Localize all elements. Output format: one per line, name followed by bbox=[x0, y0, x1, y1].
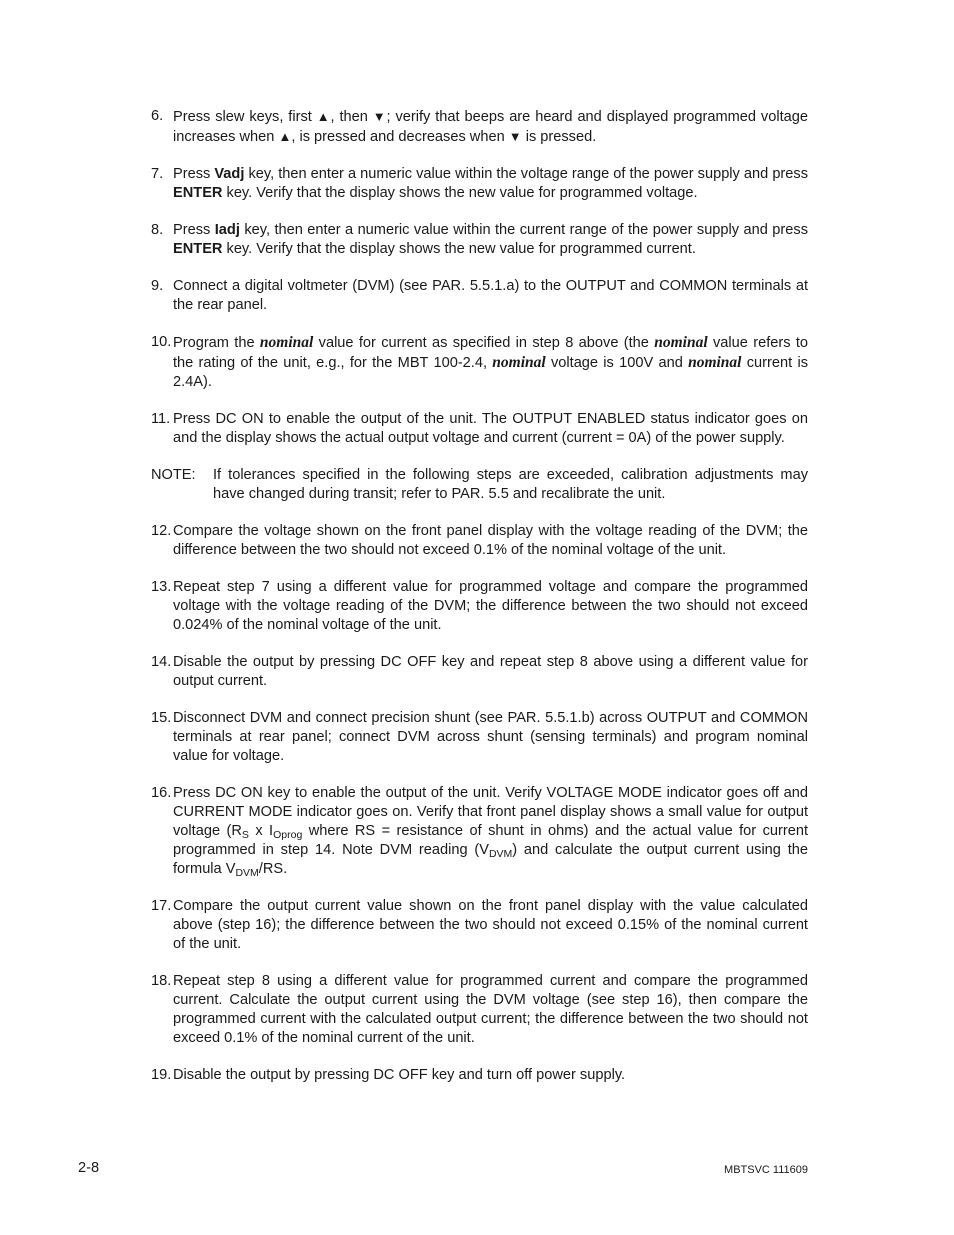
step-text: Press Vadj key, then enter a numeric value within the voltage range of the power supply and press ENTER key. Verify that the display shows the new value for programmed voltage. bbox=[173, 166, 809, 201]
step-13 bbox=[151, 578, 808, 635]
step-text: Press DC ON key to enable the output of the unit. Verify VOLTAGE MODE indicator goes off and CURRENT MODE indicator goes on. Verify that front panel display shows a small value for output voltage ($R_S$ x $I_{Oprog}$ where RS = resistance of shunt in ohms) and the actual value for current programmed in step 14. Note DVM reading $(V_{DVM})$ and calculate the output current using the formula $V_{DVM}/RS$. bbox=[173, 785, 808, 879]
emphasis-nominal: nominal bbox=[688, 354, 742, 371]
procedure-content bbox=[151, 107, 808, 1103]
key-name: Vadj bbox=[214, 166, 245, 182]
step-number: 7. bbox=[151, 166, 164, 182]
step-14 bbox=[151, 653, 808, 691]
subscript: Oprog bbox=[273, 829, 303, 841]
step-number: 14. bbox=[151, 654, 172, 670]
document-id: MBTSVC 111609 bbox=[724, 1164, 808, 1176]
key-name: Iadj bbox=[214, 222, 240, 238]
step-text: Repeat step 7 using a different value for programmed voltage and compare the programmed voltage with the voltage reading of the DVM; the difference between the two should not exceed 0.024% of the nominal voltage of the unit. bbox=[173, 579, 808, 633]
down-arrow-icon: ▼ bbox=[508, 129, 522, 144]
step-number: 13. bbox=[151, 579, 172, 595]
step-9 bbox=[151, 277, 808, 315]
note-label: NOTE: bbox=[151, 467, 196, 483]
step-number: 18. bbox=[151, 973, 172, 989]
step-number: 11. bbox=[151, 411, 171, 427]
step-number: 8. bbox=[151, 222, 164, 238]
up-arrow-icon: ▲ bbox=[316, 109, 331, 124]
step-17 bbox=[151, 897, 808, 954]
step-number: 9. bbox=[151, 278, 164, 294]
step-number: 12. bbox=[151, 523, 172, 539]
step-text: Compare the output current value shown on the front panel display with the value calculated above (step 16); the difference between the two should not exceed 0.15% of the nominal current of the unit. bbox=[173, 898, 808, 952]
step-text: Press DC ON to enable the output of the unit. The OUTPUT ENABLED status indicator goes on and the display shows the actual output voltage and current (current = 0A) of the power supply. bbox=[173, 411, 808, 446]
page-number: 2-8 bbox=[78, 1160, 100, 1176]
step-text: Connect a digital voltmeter (DVM) (see PAR. 5.5.1.a) to the OUTPUT and COMMON terminals at the rear panel. bbox=[173, 278, 808, 313]
step-text: Disable the output by pressing DC OFF key and turn off power supply. bbox=[173, 1067, 626, 1083]
subscript: S bbox=[241, 829, 249, 841]
step-16 bbox=[151, 784, 808, 879]
step-number: 6. bbox=[151, 108, 164, 124]
step-15 bbox=[151, 709, 808, 766]
emphasis-nominal: nominal bbox=[492, 354, 546, 371]
step-11 bbox=[151, 410, 808, 448]
step-18 bbox=[151, 972, 808, 1048]
step-text: Disconnect DVM and connect precision shunt (see PAR. 5.5.1.b) across OUTPUT and COMMON terminals at rear panel; connect DVM across shunt (sensing terminals) and program nominal value for voltage. bbox=[173, 710, 808, 764]
step-12 bbox=[151, 522, 808, 560]
step-7 bbox=[151, 165, 808, 203]
up-arrow-icon: ▲ bbox=[278, 129, 292, 144]
step-number: 16. bbox=[151, 785, 172, 801]
step-text: Repeat step 8 using a different value for programmed current and compare the programmed current. Calculate the output current using the DVM voltage (see step 16), then compare the programmed current with the calculated output current; the difference between the two should not exceed 0.1% of the nominal current of the unit. bbox=[173, 973, 808, 1046]
step-number: 19. bbox=[151, 1067, 172, 1083]
step-text: Compare the voltage shown on the front panel display with the voltage reading of the DVM; the difference between the two should not exceed 0.1% of the nominal voltage of the unit. bbox=[173, 523, 808, 558]
step-text: Press slew keys, first ▲, then ▼; verify that beeps are heard and displayed programmed voltage increases when ▲, is pressed and decreases when ▼ is pressed. bbox=[173, 109, 808, 145]
step-6 bbox=[151, 107, 808, 147]
step-text: Press Iadj key, then enter a numeric value within the current range of the power supply and press ENTER key. Verify that the display shows the new value for programmed current. bbox=[173, 222, 808, 257]
step-number: 10. bbox=[151, 334, 172, 350]
step-number: 17. bbox=[151, 898, 172, 914]
subscript: DVM bbox=[235, 867, 259, 879]
note-text: If tolerances specified in the following steps are exceeded, calibration adjustments may have changed during transit; refer to PAR. 5.5 and recalibrate the unit. bbox=[213, 467, 808, 502]
key-name: ENTER bbox=[173, 185, 223, 201]
key-name: ENTER bbox=[173, 241, 223, 257]
step-text: Disable the output by pressing DC OFF key and repeat step 8 above using a different value for output current. bbox=[173, 654, 808, 689]
note bbox=[151, 466, 808, 504]
emphasis-nominal: nominal bbox=[654, 334, 708, 351]
step-number: 15. bbox=[151, 710, 172, 726]
step-8 bbox=[151, 221, 808, 259]
emphasis-nominal: nominal bbox=[259, 334, 314, 351]
down-arrow-icon: ▼ bbox=[372, 109, 387, 124]
subscript: DVM bbox=[488, 848, 513, 860]
step-10 bbox=[151, 333, 808, 392]
step-19 bbox=[151, 1066, 808, 1085]
step-text: Program the nominal value for current as specified in step 8 above (the nominal value refers to the rating of the unit, e.g., for the MBT 100-2.4, nominal voltage is 100V and nominal current is 2.4A). bbox=[173, 334, 809, 390]
